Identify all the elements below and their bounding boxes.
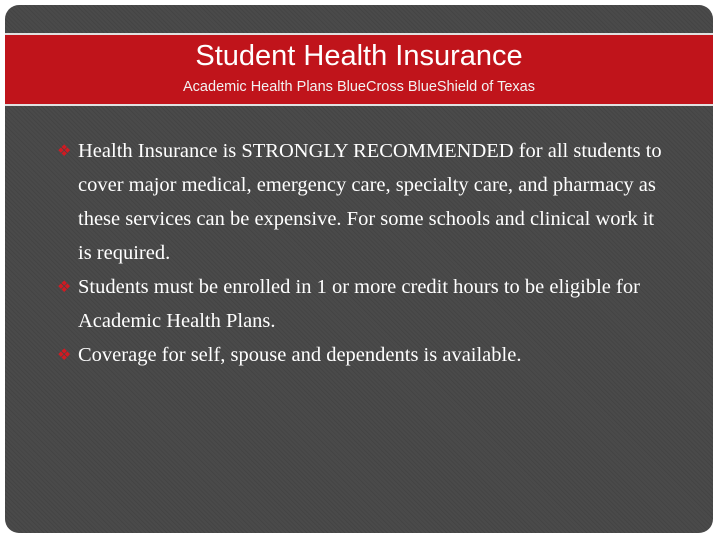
diamond-bullet-icon: ❖ — [57, 141, 72, 160]
title-band — [5, 33, 713, 106]
bullet-text: Students must be enrolled in 1 or more credit hours to be eligible for Academic Health Plans. — [78, 276, 640, 332]
slide-title: Student Health Insurance — [195, 40, 523, 72]
bullet-item — [57, 134, 667, 270]
diamond-bullet-icon: ❖ — [57, 345, 72, 364]
bullet-item — [57, 338, 667, 372]
diamond-bullet-icon: ❖ — [57, 277, 72, 296]
bullet-list — [57, 134, 667, 372]
slide-subtitle: Academic Health Plans BlueCross BlueShield of Texas — [183, 79, 535, 95]
bullet-item — [57, 270, 667, 338]
bullet-text: Health Insurance is STRONGLY RECOMMENDED for all students to cover major medical, emergency care, specialty care, and pharmacy as these services can be expensive. For some schools and clinical work it is required. — [78, 140, 662, 264]
bullet-text: Coverage for self, spouse and dependents is available. — [78, 344, 522, 366]
